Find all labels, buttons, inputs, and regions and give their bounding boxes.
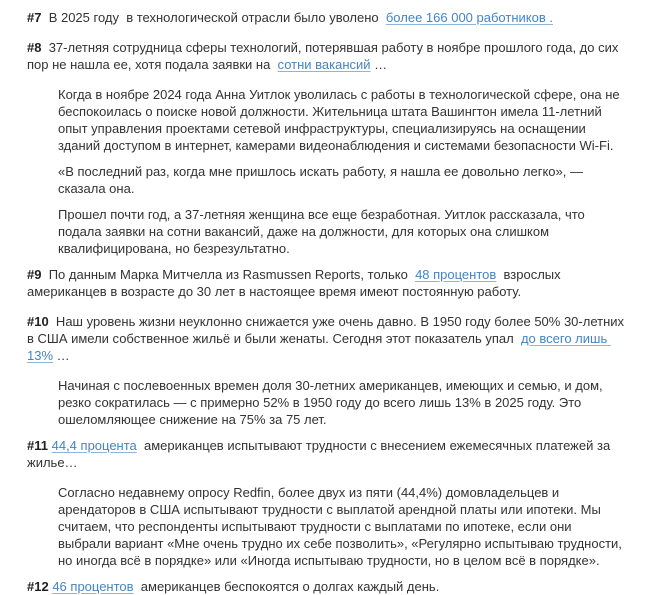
inline-link[interactable]: более 166 000 работников .	[385, 10, 553, 25]
item-number: #9	[27, 267, 42, 282]
quote-paragraph	[58, 163, 628, 197]
inline-link[interactable]: 48 процентов	[415, 267, 497, 282]
quote-paragraph	[58, 377, 628, 428]
numbered-item-paragraph	[27, 9, 628, 26]
numbered-item-paragraph	[27, 437, 628, 471]
item-number: #12	[27, 579, 49, 594]
inline-link[interactable]: сотни вакансий	[277, 57, 371, 72]
quote-paragraph	[58, 86, 628, 154]
text-run: …	[370, 57, 388, 72]
text-run: Когда в ноябре 2024 года Анна Уитлок уволилась с работы в технологической сфере, она не беспокоилась о поиске новой должности. Жительница штата Вашингтон имела 11-летний опыт управления проектами сетевой инфраструктуры, специализируясь на оснащении зданий доступом в интернет, камерами видеонаблюдения и системами безопасности Wi-Fi.	[58, 87, 624, 153]
text-run: американцев беспокоятся о долгах каждый день.	[133, 579, 440, 594]
inline-link[interactable]: 46 процентов	[52, 579, 134, 594]
item-number: #7	[27, 10, 42, 25]
text-run: Согласно недавнему опросу Redfin, более двух из пяти (44,4%) домовладельцев и арендаторов в США испытывают трудности с выплатой арендной платы или ипотеки. Мы считаем, что респонденты испытывают трудности с выплатами по ипотеке, если они выбрали вариант «Мне очень трудно их себе позволить», «Регулярно испытываю трудности, но иногда всё в порядке» или «Иногда испытываю трудности, но в целом всё в порядке».	[58, 485, 626, 568]
quote-paragraph	[58, 206, 628, 257]
quote-paragraph	[58, 484, 628, 569]
numbered-item-paragraph	[27, 39, 628, 73]
text-run: Наш уровень жизни неуклонно снижается уже очень давно. В 1950 году более 50% 30-летних в США имели собственное жильё и были женаты. Сегодня этот показатель упал	[27, 314, 628, 346]
text-run: 37-летняя сотрудница сферы технологий, потерявшая работу в ноябре прошлого года, до сих пор не нашла ее, хотя подала заявки на	[27, 40, 622, 72]
numbered-item-paragraph	[27, 578, 628, 595]
text-run: В 2025 году в технологической отрасли было уволено	[41, 10, 386, 25]
text-run: американцев испытывают трудности с внесением ежемесячных платежей за жилье…	[27, 438, 614, 470]
text-run: взрослых американцев в возрасте до 30 лет в настоящее время имеют постоянную работу.	[27, 267, 565, 299]
inline-link[interactable]: 44,4 процента	[51, 438, 137, 453]
numbered-item-paragraph	[27, 313, 628, 364]
inline-link[interactable]: до всего лишь 13%	[27, 331, 611, 363]
text-run: «В последний раз, когда мне пришлось искать работу, я нашла ее довольно легко», — сказала она.	[58, 164, 587, 196]
text-run: По данным Марка Митчелла из Rasmussen Reports, только	[41, 267, 416, 282]
text-run: Прошел почти год, а 37-летняя женщина все еще безработная. Уитлок рассказала, что подала заявки на сотни вакансий, даже на должности, для которых она слишком квалифицирована, но безрезультатно.	[58, 207, 589, 256]
item-number: #10	[27, 314, 49, 329]
item-number: #8	[27, 40, 42, 55]
text-run: Начиная с послевоенных времен доля 30-летних американцев, имеющих и семью, и дом, резко сократилась — с примерно 52% в 1950 году до всего лишь 13% в 2025 году. Это ошеломляющее снижение на 75% за 75 лет.	[58, 378, 607, 427]
text-run: …	[53, 348, 70, 363]
item-number: #11	[27, 438, 48, 453]
numbered-item-paragraph	[27, 266, 628, 300]
